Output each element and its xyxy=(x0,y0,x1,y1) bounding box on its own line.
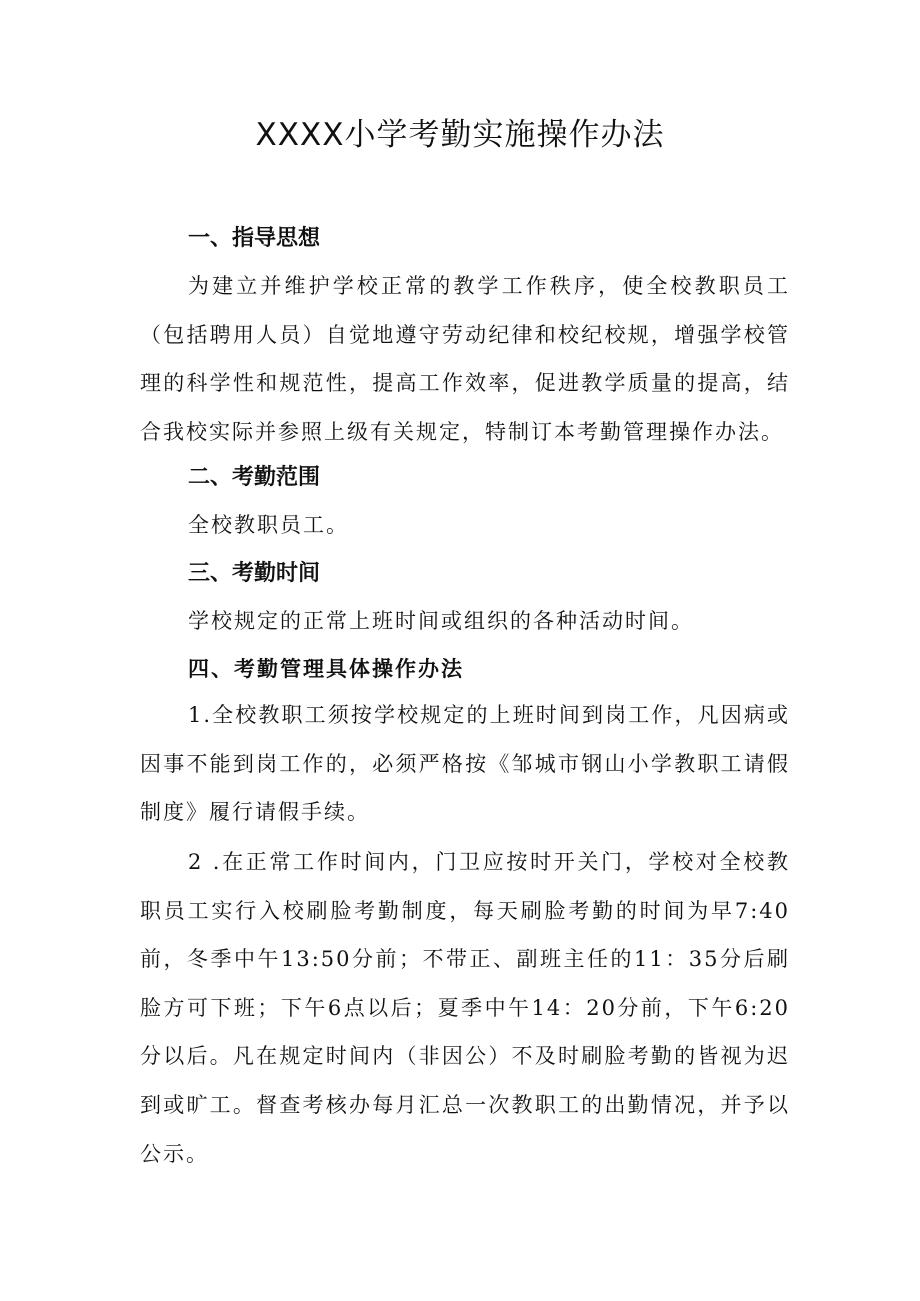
section-heading-guiding-idea: 一、指导思想 xyxy=(188,226,321,251)
section-heading-attendance-scope: 二、考勤范围 xyxy=(188,465,321,490)
procedure-item-2: 2 .在正常工作时间内，门卫应按时开关门，学校对全校教职员工实行入校刷脸考勤制度，每天刷脸考勤的时间为早7:40前，冬季中午13:50分前；不带正、副班主任的11：35分后刷脸方可下班；下午6点以后；夏季中午14：20分前，下午6:20分以后。凡在规定时间内（非因公）不及时刷脸考勤的皆视为迟到或旷工。督查考核办每月汇总一次教职工的出勤情况，并予以公示。 xyxy=(140,850,790,1166)
section-body-attendance-time: 学校规定的正常上班时间或组织的各种活动时间。 xyxy=(188,609,694,633)
document-title: XXXX小学考勤实施操作办法 xyxy=(255,117,665,153)
section-body-guiding-idea: 为建立并维护学校正常的教学工作秩序，使全校教职员工（包括聘用人员）自觉地遵守劳动纪律和校纪校规，增强学校管理的科学性和规范性，提高工作效率，促进教学质量的提高，结合我校实际并参照上级有关规定，特制订本考勤管理操作办法。 xyxy=(140,274,790,444)
procedure-item-1: 1.全校教职工须按学校规定的上班时间到岗工作，凡因病或因事不能到岗工作的，必须严格按《邹城市钢山小学教职工请假制度》履行请假手续。 xyxy=(140,703,790,825)
section-body-attendance-scope: 全校教职员工。 xyxy=(188,513,349,537)
section-heading-attendance-time: 三、考勤时间 xyxy=(188,561,321,586)
section-heading-procedures: 四、考勤管理具体操作办法 xyxy=(188,656,464,681)
